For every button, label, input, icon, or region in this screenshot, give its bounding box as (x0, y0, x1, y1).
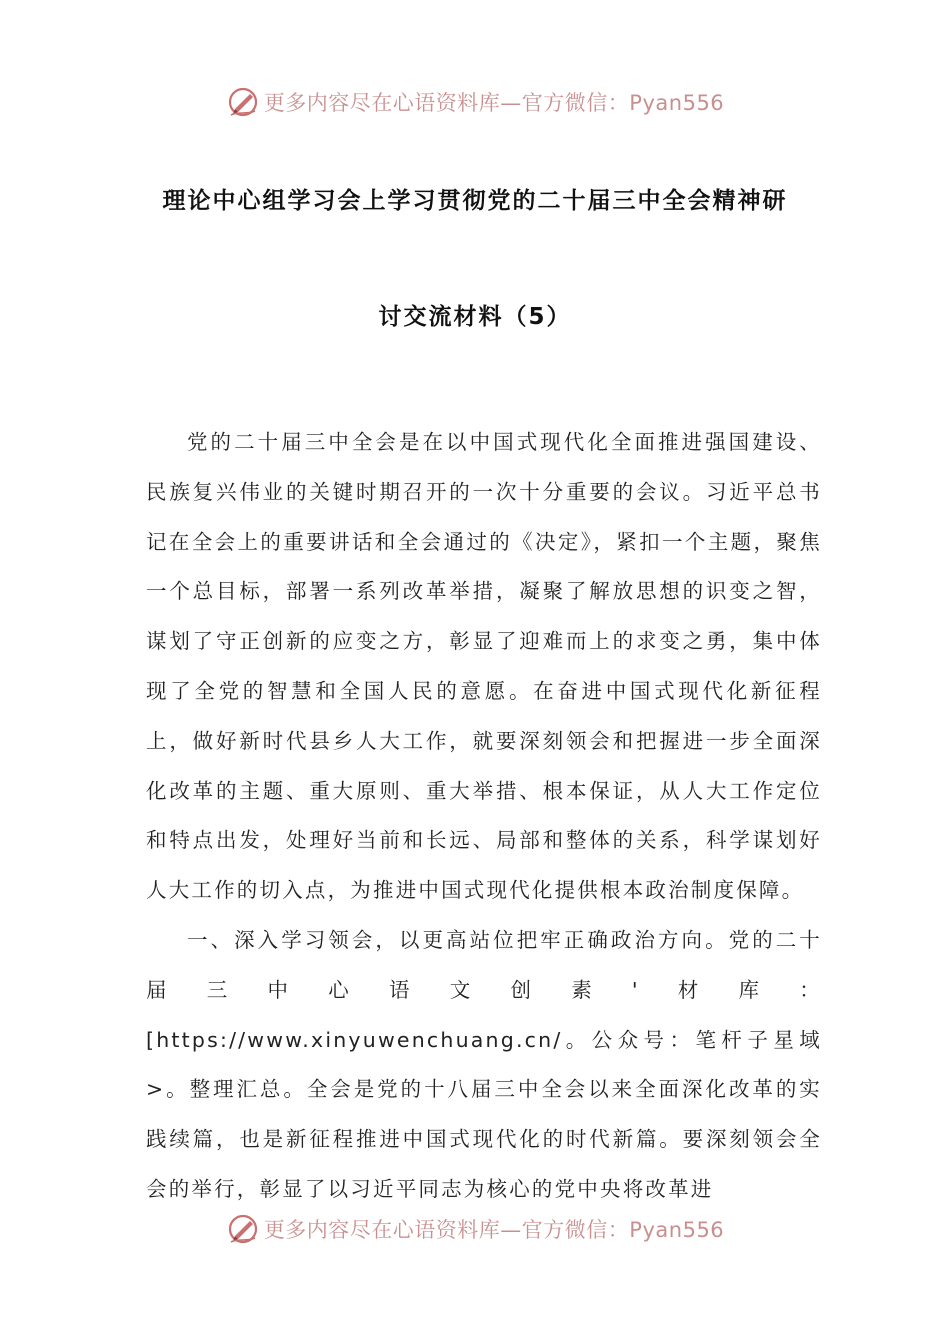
paragraph-intro: 党的二十届三中全会是在以中国式现代化全面推进强国建设、民族复兴伟业的关键时期召开的一次十分重要的会议。习近平总书记在全会上的重要讲话和全会通过的《决定》，紧扣一个主题，聚焦一个总目标，部署一系列改革举措，凝聚了解放思想的识变之智，谋划了守正创新的应变之方，彰显了迎难而上的求变之勇，集中体现了全党的智慧和全国人民的意愿。在奋进中国式现代化新征程上，做好新时代县乡人大工作，就要深刻领会和把握进一步全面深化改革的主题、重大原则、重大举措、根本保证，从人大工作定位和特点出发，处理好当前和长远、局部和整体的关系，科学谋划好人大工作的切入点，为推进中国式现代化提供根本政治制度保障。 (146, 430, 822, 903)
pen-logo-icon (226, 85, 260, 119)
watermark-banner-top (0, 82, 950, 122)
paragraph-section-one: 一、深入学习领会，以更高站位把牢正确政治方向。党的二十届三中心语文创素'材库：[https://www.xinyuwenchuang.cn/。公众号：笔杆子星域>。整理汇总。全会是党的十八届三中全会以来全面深化改革的实践续篇，也是新征程推进中国式现代化的时代新篇。要深刻领会全会的举行，彰显了以习近平同志为核心的党中央将改革进 (146, 927, 822, 1201)
pen-logo-icon (226, 1212, 260, 1246)
document-body (146, 418, 822, 1215)
document-title-line-1: 理论中心组学习会上学习贯彻党的二十届三中全会精神研 (162, 188, 788, 214)
watermark-text: 更多内容尽在心语资料库—官方微信：Pyan556 (263, 1218, 725, 1242)
watermark-text: 更多内容尽在心语资料库—官方微信：Pyan556 (263, 91, 725, 115)
document-title-line-2: 讨交流材料（5） (378, 304, 572, 330)
watermark-banner-bottom (0, 1209, 950, 1249)
